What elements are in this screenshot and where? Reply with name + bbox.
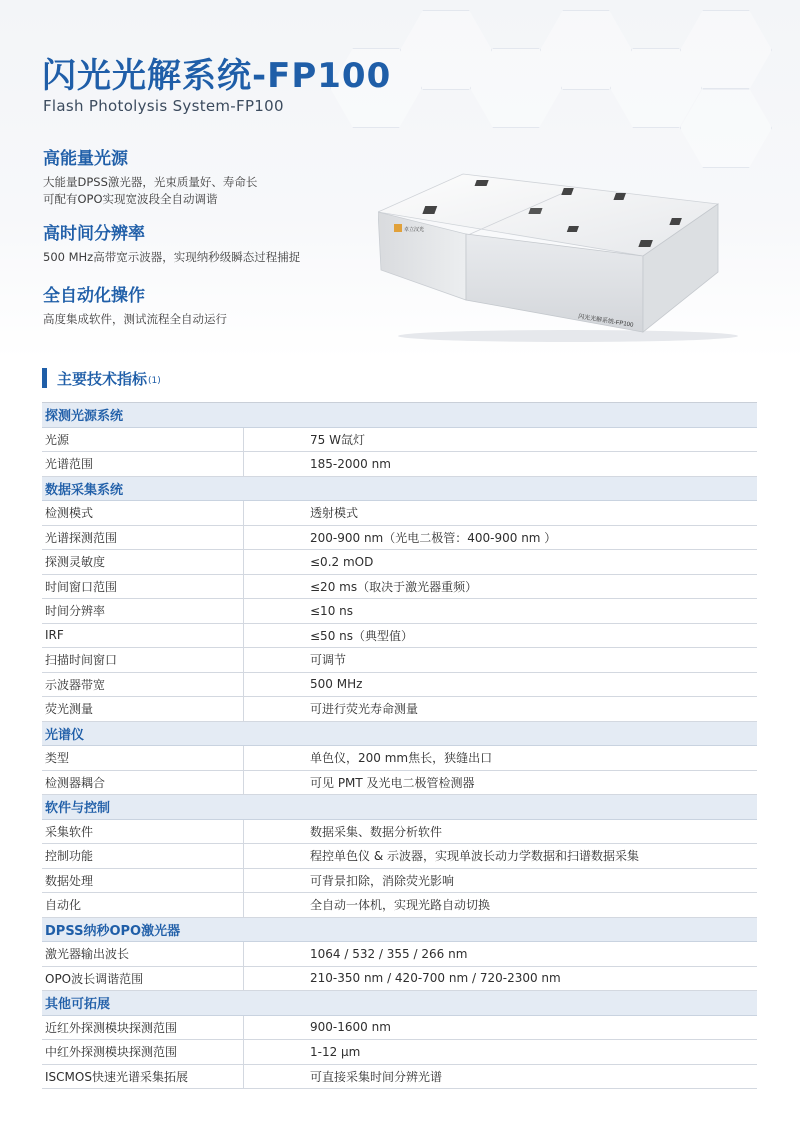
feature-title: 全自动化操作 — [43, 286, 145, 306]
spec-row — [42, 427, 757, 452]
spec-value: 程控单色仪 & 示波器，实现单波长动力学数据和扫谱数据采集 — [244, 844, 758, 869]
spec-category-row — [42, 721, 757, 746]
spec-label: IRF — [42, 623, 244, 648]
spec-value: 可调节 — [244, 648, 758, 673]
spec-row — [42, 672, 757, 697]
spec-row — [42, 697, 757, 722]
spec-value: 可直接采集时间分辨光谱 — [244, 1064, 758, 1089]
spec-value: 可背景扣除，消除荧光影响 — [244, 868, 758, 893]
spec-label: 检测器耦合 — [42, 770, 244, 795]
feature-title: 高能量光源 — [43, 149, 128, 169]
spec-value: 185-2000 nm — [244, 452, 758, 477]
feature-text: 高度集成软件，测试流程全自动运行 — [43, 312, 227, 326]
page-subtitle: Flash Photolysis System-FP100 — [43, 97, 284, 115]
spec-label: 示波器带宽 — [42, 672, 244, 697]
spec-value: ≤0.2 mOD — [244, 550, 758, 575]
spec-value: ≤50 ns（典型值） — [244, 623, 758, 648]
spec-row — [42, 966, 757, 991]
spec-row — [42, 746, 757, 771]
section-bar — [42, 368, 47, 388]
device-illustration — [378, 160, 738, 345]
spec-label: 探测灵敏度 — [42, 550, 244, 575]
spec-row — [42, 1040, 757, 1065]
section-footnote-mark: (1) — [148, 376, 161, 386]
spec-label: 扫描时间窗口 — [42, 648, 244, 673]
spec-label: OPO波长调谐范围 — [42, 966, 244, 991]
spec-value: ≤10 ns — [244, 599, 758, 624]
spec-category-row — [42, 795, 757, 820]
feature-high-energy — [43, 144, 373, 208]
spec-category-row — [42, 917, 757, 942]
spec-label: 光源 — [42, 427, 244, 452]
spec-row — [42, 1015, 757, 1040]
spec-value: 75 W氙灯 — [244, 427, 758, 452]
spec-row — [42, 893, 757, 918]
spec-label: 近红外探测模块探测范围 — [42, 1015, 244, 1040]
spec-value: 可进行荧光寿命测量 — [244, 697, 758, 722]
spec-label: 采集软件 — [42, 819, 244, 844]
feature-text: 大能量DPSS激光器，光束质量好、寿命长 可配有OPO实现宽波段全自动调谐 — [43, 175, 258, 206]
spec-row — [42, 942, 757, 967]
spec-category-label: 数据采集系统 — [42, 476, 757, 501]
spec-row — [42, 452, 757, 477]
spec-label: ISCMOS快速光谱采集拓展 — [42, 1064, 244, 1089]
spec-label: 类型 — [42, 746, 244, 771]
spec-label: 光谱范围 — [42, 452, 244, 477]
spec-row — [42, 819, 757, 844]
spec-row — [42, 648, 757, 673]
spec-category-row — [42, 991, 757, 1016]
spec-value: 单色仪，200 mm焦长，狭缝出口 — [244, 746, 758, 771]
feature-text: 500 MHz高带宽示波器，实现纳秒级瞬态过程捕捉 — [43, 250, 301, 264]
spec-value: 210-350 nm / 420-700 nm / 720-2300 nm — [244, 966, 758, 991]
spec-category-label: DPSS纳秒OPO激光器 — [42, 917, 757, 942]
spec-table — [42, 402, 757, 1089]
spec-value: 全自动一体机，实现光路自动切换 — [244, 893, 758, 918]
section-title: 主要技术指标 — [57, 369, 148, 388]
spec-value: 数据采集、数据分析软件 — [244, 819, 758, 844]
spec-row — [42, 501, 757, 526]
spec-row — [42, 550, 757, 575]
section-heading — [42, 368, 161, 388]
feature-automation — [43, 281, 373, 328]
spec-category-label: 软件与控制 — [42, 795, 757, 820]
spec-row — [42, 574, 757, 599]
spec-value: 可见 PMT 及光电二极管检测器 — [244, 770, 758, 795]
spec-value: ≤20 ms（取决于激光器重频） — [244, 574, 758, 599]
spec-label: 自动化 — [42, 893, 244, 918]
spec-row — [42, 623, 757, 648]
spec-row — [42, 868, 757, 893]
feature-time-resolution — [43, 219, 373, 266]
spec-label: 荧光测量 — [42, 697, 244, 722]
spec-value: 透射模式 — [244, 501, 758, 526]
page-title: 闪光光解系统-FP100 — [42, 56, 392, 96]
spec-row — [42, 525, 757, 550]
spec-value: 500 MHz — [244, 672, 758, 697]
spec-label: 检测模式 — [42, 501, 244, 526]
spec-row — [42, 599, 757, 624]
spec-row — [42, 770, 757, 795]
spec-label: 激光器输出波长 — [42, 942, 244, 967]
spec-label: 光谱探测范围 — [42, 525, 244, 550]
spec-label: 时间分辨率 — [42, 599, 244, 624]
spec-category-row — [42, 403, 757, 428]
feature-title: 高时间分辨率 — [43, 224, 145, 244]
spec-category-label: 其他可拓展 — [42, 991, 757, 1016]
spec-label: 数据处理 — [42, 868, 244, 893]
spec-label: 时间窗口范围 — [42, 574, 244, 599]
spec-label: 中红外探测模块探测范围 — [42, 1040, 244, 1065]
spec-value: 1064 / 532 / 355 / 266 nm — [244, 942, 758, 967]
spec-value: 200-900 nm（光电二极管：400-900 nm ） — [244, 525, 758, 550]
spec-value: 1-12 μm — [244, 1040, 758, 1065]
spec-row — [42, 1064, 757, 1089]
spec-category-label: 光谱仪 — [42, 721, 757, 746]
spec-category-label: 探测光源系统 — [42, 403, 757, 428]
spec-category-row — [42, 476, 757, 501]
device-front-label: 闪光光解系统-FP100 — [577, 314, 634, 329]
device-logo: 卓立汉光 — [404, 227, 425, 233]
spec-row — [42, 844, 757, 869]
spec-label: 控制功能 — [42, 844, 244, 869]
spec-value: 900-1600 nm — [244, 1015, 758, 1040]
